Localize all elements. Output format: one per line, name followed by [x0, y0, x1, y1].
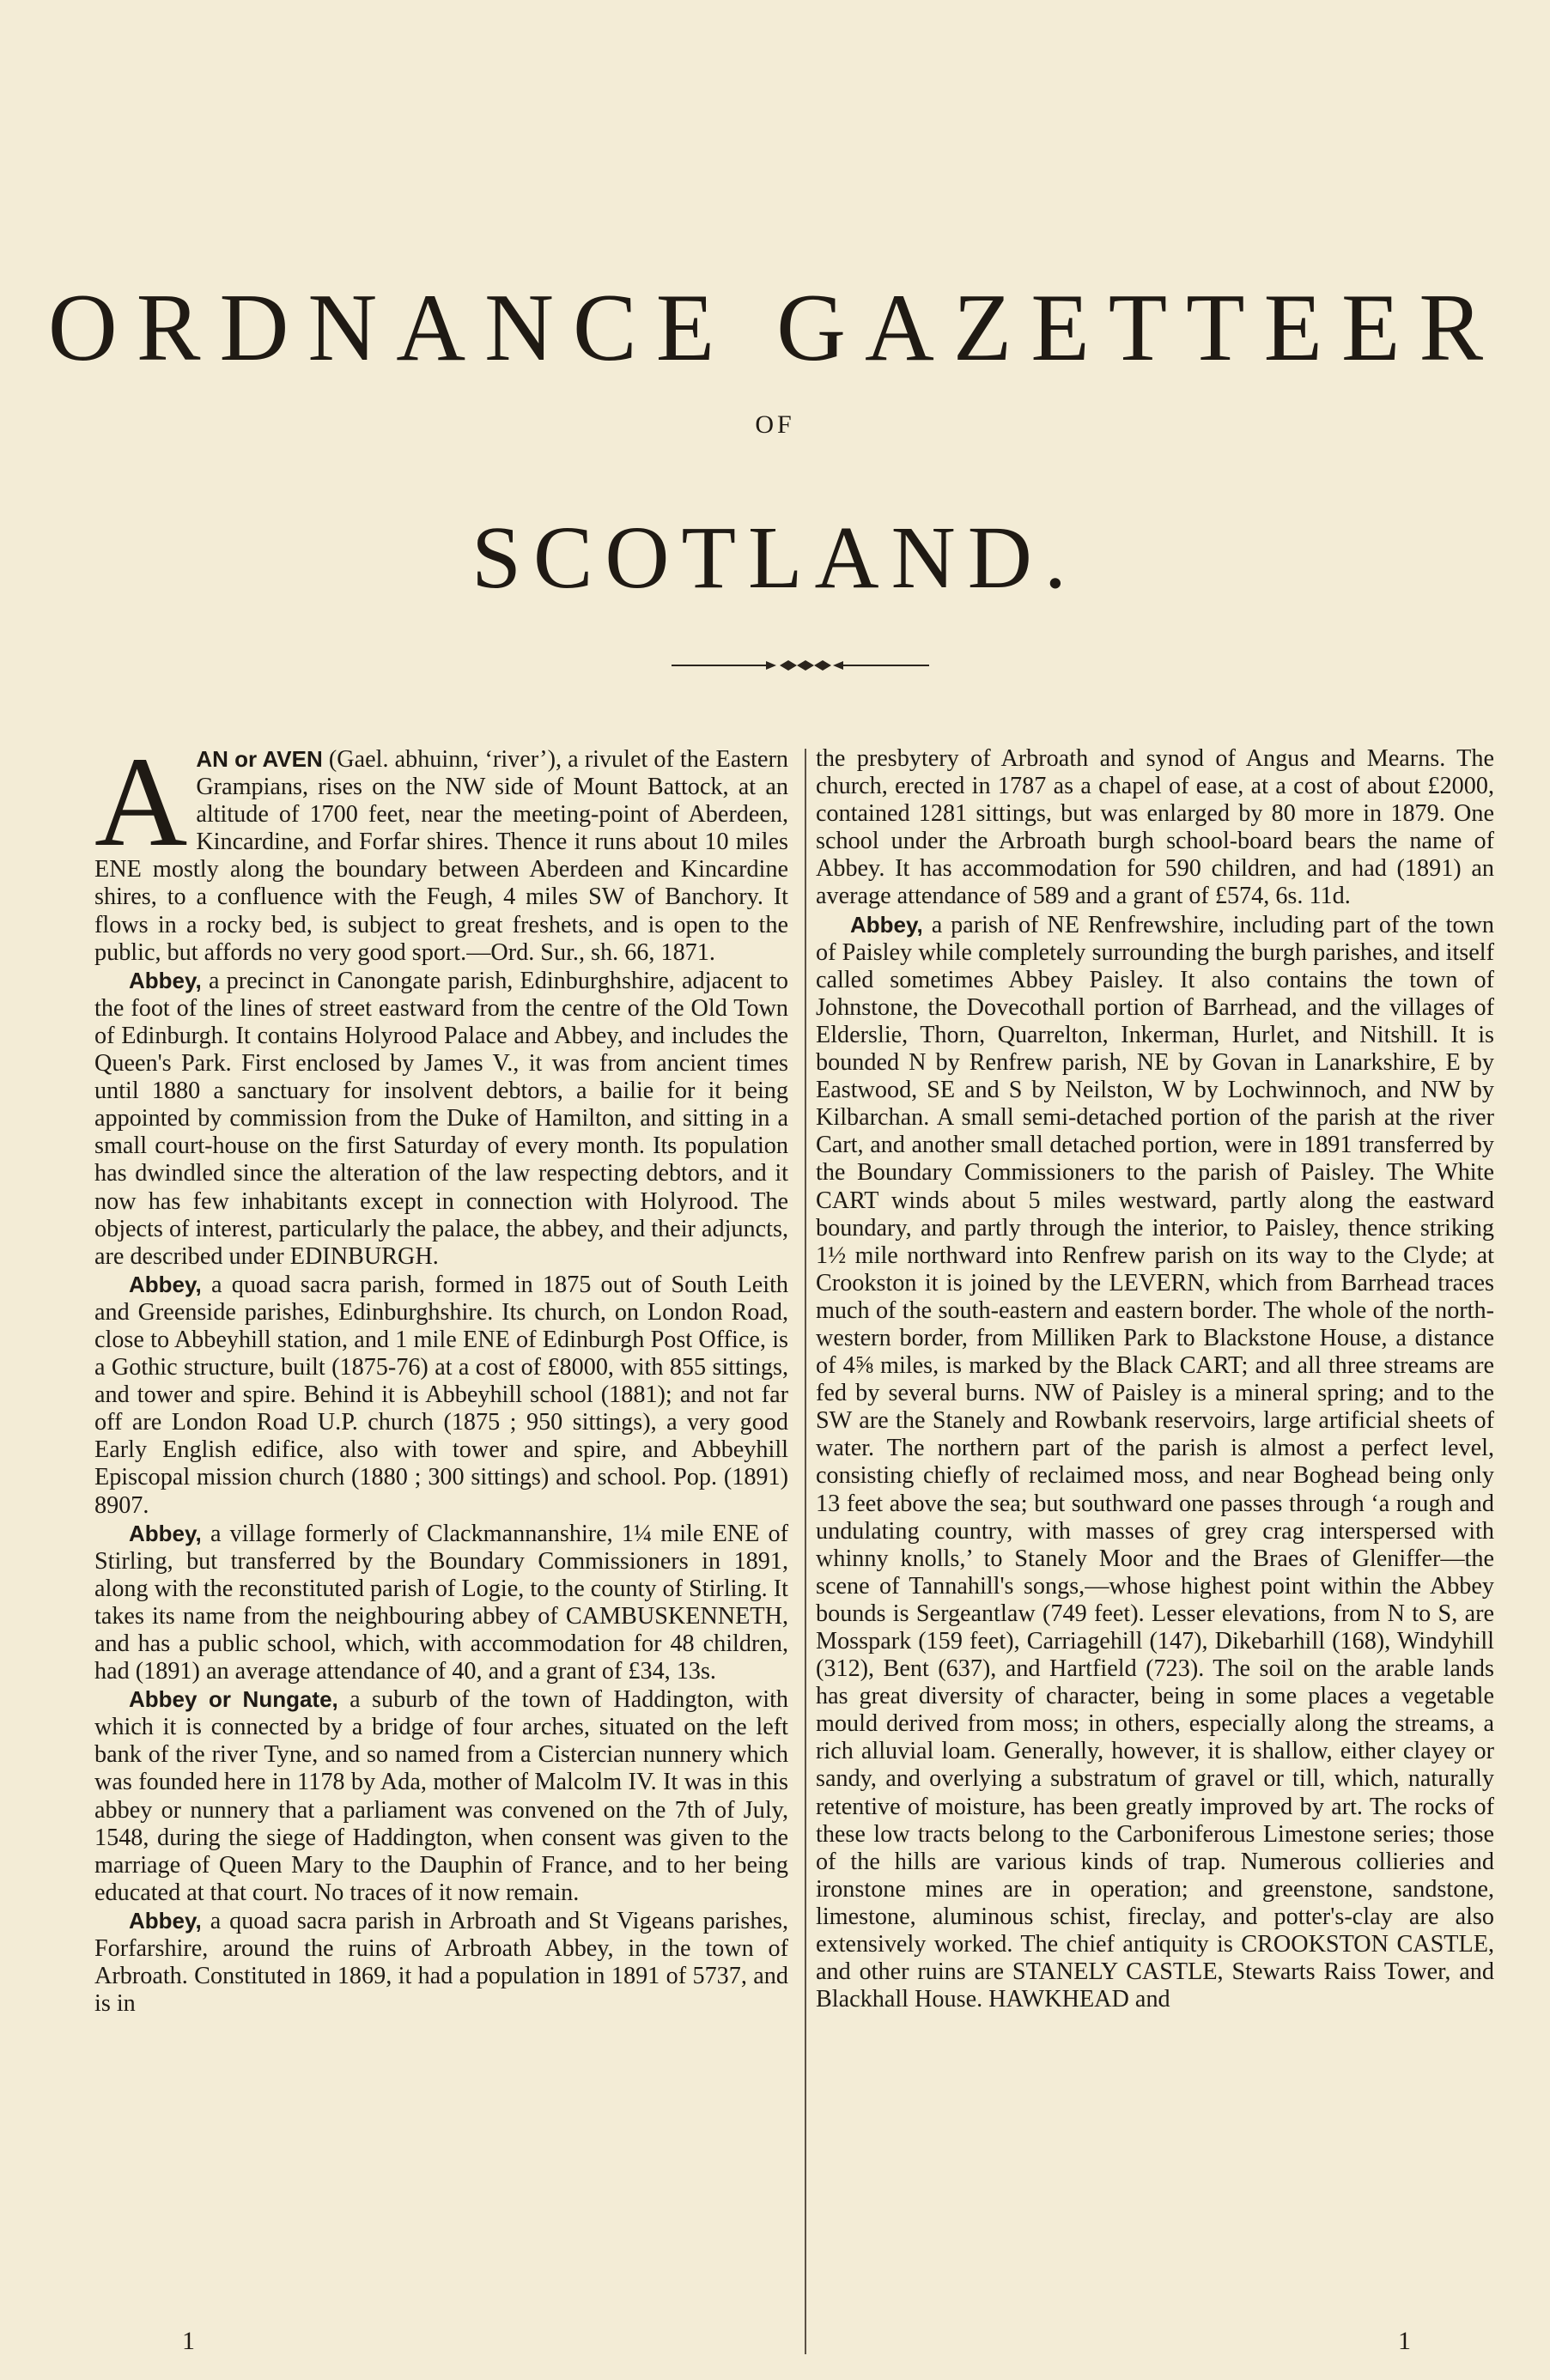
entry-abbey-arbroath: [94, 1907, 788, 2018]
entry-text: a village formerly of Clackmannanshire, 1¼ mile ENE of Stirling, but transferred by the Boundary Commissioners in 1891, along with the reconstituted parish of Logie, to the county of Stirling. It takes its name from the neighbouring abbey of CAMBUSKENNETH, and has a public school, which, with accommodation for 48 children, had (1891) an average attendance of 40, and a grant of £34, 13s.: [94, 1520, 789, 1685]
entry-text: a quoad sacra parish, formed in 1875 out of South Leith and Greenside parishes, Edinburghshire. Its church, on London Road, close to Abbeyhill station, and 1 mile ENE of Edinburgh Post Office, is a Gothic structure, built (1875-76) at a cost of £8000, with 855 sittings, and tower and spire. Behind it is Abbeyhill school (1881); and not far off are London Road U.P. church (1875 ; 950 sittings), a very good Early English edifice, also with tower and spire, and Abbeyhill Episcopal mission church (1880 ; 300 sittings) and school. Pop. (1891) 8907.: [94, 1271, 788, 1519]
entry-heading: Abbey or Nungate,: [129, 1686, 338, 1713]
entry-an: [94, 731, 788, 967]
ornament-rule: [672, 653, 929, 678]
entry-text: the presbytery of Arbroath and synod of Angus and Mearns. The church, erected in 1787 as a chapel of ease, at a cost of about £2000, contained 1281 sittings, but was enlarged by 80 more in 1879. One school under the Arbroath burgh school-board bears the name of Abbey. It has accommodation for 590 children, and had (1891) an average attendance of 589 and a grant of £574, 6s. 11d.: [816, 745, 1494, 910]
left-column: [94, 731, 789, 2018]
column-divider: [805, 749, 806, 2354]
entry-text: a suburb of the town of Haddington, with which it is connected by a bridge of four arches, situated on the left bank of the river Tyne, and so named from a Cistercian nunnery which was founded here in 1178 by Ada, mother of Malcolm IV. It was in this abbey or nunnery that a parliament was convened on the 7th of July, 1548, during the siege of Haddington, when consent was given to the marriage of Queen Mary to the Dauphin of France, and to her being educated at that court. No traces of it now remain.: [94, 1686, 788, 1906]
entry-abbey-parish: [816, 911, 1494, 2014]
entry-abbey-quoad-sacra: [94, 1271, 788, 1520]
page-subtitle: SCOTLAND.: [471, 508, 1079, 607]
entry-text: (Gael. abhuinn, ‘river’), a rivulet of the Eastern Grampians, rises on the NW side of Mount Battock, at an altitude of 1700 feet, near the meeting-point of Aberdeen, Kincardine, and Forfar shires. Thence it runs about 10 miles ENE mostly along the boundary between Aberdeen and Kincardine shires, to a confluence with the Feugh, 4 miles SW of Banchory. It flows in a rocky bed, is subject to great freshets, and is open to the public, but affords no very good sport.—Ord. Sur., sh. 66, 1871.: [94, 746, 788, 966]
title-connector: OF: [755, 410, 795, 439]
entry-text: a precinct in Canongate parish, Edinburghshire, adjacent to the foot of the lines of street eastward from the centre of the Old Town of Edinburgh. It contains Holyrood Palace and Abbey, and includes the Queen's Park. First enclosed by James V., it was from ancient times until 1880 a sanctuary for insolvent debtors, a bailie for it being appointed by commission from the Duke of Hamilton, and sitting in a small court-house on the first Saturday of every month. Its population has dwindled since the alteration of the law respecting debtors, and it now has few inhabitants except in connection with Holyrood. The objects of interest, particularly the palace, the abbey, and their adjuncts, are described under EDINBURGH.: [94, 967, 789, 1270]
entry-heading: Abbey,: [129, 967, 202, 993]
entry-heading: Abbey,: [129, 1907, 202, 1934]
entry-abbey-village: [94, 1520, 788, 1686]
page-number-left: 1: [182, 2327, 195, 2355]
page-title: ORDNANCE GAZETTEER: [47, 275, 1503, 381]
drop-cap: A: [94, 731, 188, 873]
right-column: [816, 745, 1494, 2013]
entry-abbey-nungate: [94, 1685, 788, 1907]
entry-text: a parish of NE Renfrewshire, including part of the town of Paisley while completely surrounding the burgh parishes, and itself called sometimes Abbey Paisley. It also contains the town of Johnstone, the Dovecothall portion of Barrhead, and the villages of Elderslie, Thorn, Quarrelton, Inkerman, Hurlet, and Nitshill. It is bounded N by Renfrew parish, NE by Govan in Lanarkshire, E by Eastwood, SE and S by Neilston, W by Lochwinnoch, and NW by Kilbarchan. A small semi-detached portion of the parish at the river Cart, and another small detached portion, were in 1891 transferred by the Boundary Commissioners to the parish of Paisley. The White CART winds about 5 miles westward, partly along the eastward boundary, and partly through the interior, to Paisley, thence striking 1½ mile northward into Renfrew parish on its way to the Clyde; at Crookston it is joined by the LEVERN, which from Barrhead traces much of the south-eastern and eastern border. The whole of the north-western border, from Milliken Park to Blackstone House, a distance of 4⅝ miles, is marked by the Black CART; and all three streams are fed by several burns. NW of Paisley is a mineral spring; and to the SW are the Stanely and Rowbank reservoirs, large artificial sheets of water. The northern part of the parish is almost a perfect level, consisting chiefly of reclaimed moss, and near Boghead being only 13 feet above the sea; but southward one passes through ‘a rough and undulating country, with masses of grey crag interspersed with whinny knolls,’ to Stanely Moor and the Braes of Gleniffer—the scene of Tannahill's songs,—whose highest point within the Abbey bounds is Sergeantlaw (749 feet). Lesser elevations, from N to S, are Mosspark (159 feet), Carriagehill (147), Dikebarhill (168), Windyhill (312), Bent (637), and Hartfield (723). The soil on the arable lands has great diversity of character, being in some places a vegetable mould derived from moss; in others, especially along the streams, a rich alluvial loam. Generally, however, it is shallow, either clayey or sandy, and overlying a substratum of gravel or till, which, naturally retentive of moisture, has been greatly improved by art. The rocks of these low tracts belong to the Carboniferous Limestone series; those of the hills are various kinds of trap. Numerous collieries and ironstone mines are in operation; and greenstone, sandstone, limestone, aluminous schist, fireclay, and potter's-clay are also extensively worked. The chief antiquity is CROOKSTON CASTLE, and other ruins are STANELY CASTLE, Stewarts Raiss Tower, and Blackhall House. HAWKHEAD and: [816, 911, 1494, 2013]
entry-heading: Abbey,: [850, 911, 923, 938]
entry-abbey-precinct: [94, 967, 788, 1271]
entry-heading: AN or AVEN: [196, 746, 323, 772]
entry-continuation: [816, 745, 1494, 911]
entry-heading: Abbey,: [129, 1271, 202, 1297]
entry-text: a quoad sacra parish in Arbroath and St Vigeans parishes, Forfarshire, around the ruins of Arbroath Abbey, in the town of Arbroath. Constituted in 1869, it had a population in 1891 of 5737, and is in: [94, 1907, 789, 2018]
entry-heading: Abbey,: [129, 1520, 202, 1546]
page-number-right: 1: [1398, 2327, 1411, 2355]
